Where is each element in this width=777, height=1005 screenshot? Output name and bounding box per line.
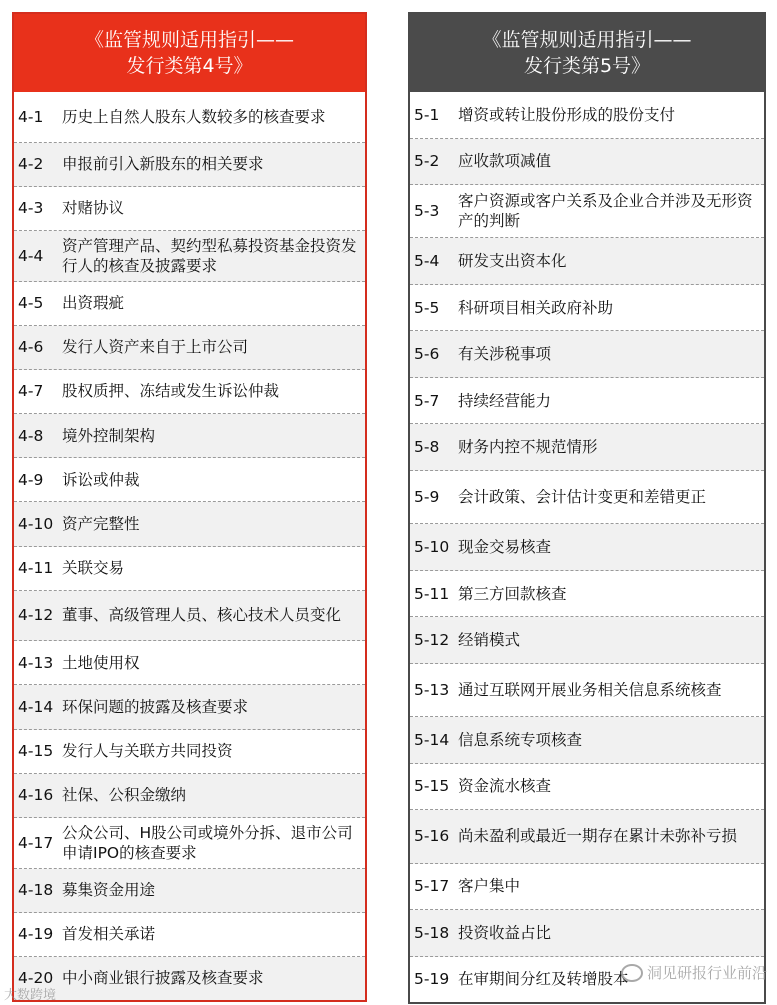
left-list-item (14, 370, 365, 414)
item-text: 环保问题的披露及核查要求 (62, 698, 249, 717)
watermark-right-text: 洞见研报行业前沿 (646, 964, 767, 982)
item-number: 4-1 (18, 107, 44, 126)
item-number: 5-3 (414, 202, 440, 221)
right-list-item (410, 238, 764, 285)
watermark-left: 大数跨境 (4, 988, 57, 1003)
item-number: 4-11 (18, 559, 54, 578)
left-list-item (14, 414, 365, 458)
item-text: 在审期间分红及转增股本 (458, 970, 629, 989)
item-number: 4-5 (18, 294, 44, 313)
left-list-item (14, 818, 365, 869)
left-list-item (14, 143, 365, 187)
item-text: 资产完整性 (62, 514, 140, 533)
item-number: 4-7 (18, 382, 44, 401)
item-text: 股权质押、冻结或发生诉讼仲裁 (62, 382, 280, 401)
right-list-item (410, 424, 764, 471)
item-number: 5-14 (414, 730, 450, 749)
right-panel-header (410, 14, 764, 92)
item-number: 5-7 (414, 391, 440, 410)
watermark-right (621, 962, 767, 983)
item-number: 4-13 (18, 653, 54, 672)
left-list-item (14, 458, 365, 502)
right-panel (408, 12, 766, 1004)
left-list-item (14, 774, 365, 818)
item-text: 客户集中 (458, 877, 521, 896)
item-number: 4-18 (18, 881, 54, 900)
item-number: 5-17 (414, 877, 450, 896)
item-number: 5-16 (414, 827, 450, 846)
item-text: 中小商业银行披露及核查要求 (62, 969, 264, 988)
right-list-item (410, 139, 764, 186)
item-text: 土地使用权 (62, 653, 140, 672)
item-number: 5-10 (414, 538, 450, 557)
item-number: 5-5 (414, 298, 440, 317)
item-text: 募集资金用途 (62, 881, 156, 900)
item-text: 诉讼或仲裁 (62, 470, 140, 489)
right-list-item (410, 92, 764, 139)
left-list-item (14, 913, 365, 957)
right-list-item (410, 524, 764, 571)
item-number: 5-9 (414, 488, 440, 507)
item-text: 董事、高级管理人员、核心技术人员变化 (62, 606, 342, 625)
right-list-item (410, 185, 764, 238)
left-list-item (14, 502, 365, 546)
item-text: 对赌协议 (62, 199, 125, 218)
item-text: 历史上自然人股东人数较多的核查要求 (62, 107, 326, 126)
item-number: 5-6 (414, 345, 440, 364)
item-number: 4-6 (18, 338, 44, 357)
left-list-item (14, 957, 365, 1000)
left-list-item (14, 231, 365, 282)
item-text: 社保、公积金缴纳 (62, 786, 187, 805)
item-text: 首发相关承诺 (62, 925, 156, 944)
item-text: 发行人与关联方共同投资 (62, 742, 233, 761)
item-text: 现金交易核查 (458, 538, 552, 557)
right-list-item (410, 378, 764, 425)
item-text: 发行人资产来自于上市公司 (62, 338, 249, 357)
right-list-item (410, 717, 764, 764)
item-text: 资金流水核查 (458, 777, 552, 796)
item-text: 研发支出资本化 (458, 252, 567, 271)
item-number: 4-19 (18, 925, 54, 944)
item-text: 客户资源或客户关系及企业合并涉及无形资产的判断 (458, 192, 753, 231)
item-text: 增资或转让股份形成的股份支付 (458, 105, 676, 124)
right-list-item (410, 764, 764, 811)
item-number: 4-17 (18, 833, 54, 852)
item-number: 5-1 (414, 105, 440, 124)
wechat-icon (621, 964, 643, 982)
right-title-line2: 发行类第5号》 (523, 55, 651, 77)
left-panel-header (14, 14, 365, 92)
item-text: 出资瑕疵 (62, 294, 125, 313)
item-text: 关联交易 (62, 559, 125, 578)
item-text: 投资收益占比 (458, 923, 552, 942)
item-text: 经销模式 (458, 631, 521, 650)
item-text: 公众公司、H股公司或境外分拆、退市公司申请IPO的核查要求 (62, 823, 353, 862)
item-number: 4-10 (18, 514, 54, 533)
item-text: 科研项目相关政府补助 (458, 298, 614, 317)
left-list-item (14, 547, 365, 591)
left-list-item (14, 730, 365, 774)
right-item-list (410, 92, 764, 1002)
item-number: 4-9 (18, 470, 44, 489)
item-number: 5-13 (414, 681, 450, 700)
left-list-item (14, 326, 365, 370)
item-number: 5-2 (414, 152, 440, 171)
item-number: 4-14 (18, 698, 54, 717)
right-list-item (410, 471, 764, 524)
item-number: 4-16 (18, 786, 54, 805)
item-text: 境外控制架构 (62, 426, 156, 445)
right-list-item (410, 810, 764, 863)
left-list-item (14, 282, 365, 326)
item-text: 第三方回款核查 (458, 584, 567, 603)
item-number: 4-2 (18, 155, 44, 174)
left-list-item (14, 685, 365, 729)
item-text: 资产管理产品、契约型私募投资基金投资发行人的核查及披露要求 (62, 236, 357, 275)
left-list-item (14, 591, 365, 642)
right-list-item (410, 331, 764, 378)
item-number: 5-4 (414, 252, 440, 271)
item-text: 有关涉税事项 (458, 345, 552, 364)
right-list-item (410, 864, 764, 911)
left-list-item (14, 641, 365, 685)
item-number: 5-8 (414, 438, 440, 457)
left-title-line2: 发行类第4号》 (126, 55, 253, 77)
item-text: 申报前引入新股东的相关要求 (62, 155, 264, 174)
item-number: 5-15 (414, 777, 450, 796)
right-list-item (410, 664, 764, 717)
left-list-item (14, 869, 365, 913)
item-number: 4-8 (18, 426, 44, 445)
item-text: 尚未盈利或最近一期存在累计未弥补亏损 (458, 827, 738, 846)
item-text: 会计政策、会计估计变更和差错更正 (458, 488, 707, 507)
left-list-item (14, 187, 365, 231)
left-panel (12, 12, 367, 1002)
item-number: 5-18 (414, 923, 450, 942)
item-number: 4-15 (18, 742, 54, 761)
right-list-item (410, 571, 764, 618)
right-title-line1: 《监管规则适用指引—— (482, 29, 692, 51)
right-list-item (410, 910, 764, 957)
item-text: 持续经营能力 (458, 391, 552, 410)
item-text: 财务内控不规范情形 (458, 438, 598, 457)
item-text: 通过互联网开展业务相关信息系统核查 (458, 681, 722, 700)
item-number: 4-12 (18, 606, 54, 625)
item-text: 应收款项减值 (458, 152, 552, 171)
left-title-line1: 《监管规则适用指引—— (84, 29, 294, 51)
left-list-item (14, 92, 365, 143)
item-number: 5-12 (414, 631, 450, 650)
right-list-item (410, 285, 764, 332)
left-item-list (14, 92, 365, 1000)
item-number: 4-4 (18, 246, 44, 265)
right-list-item (410, 617, 764, 664)
item-number: 4-20 (18, 969, 54, 988)
item-number: 4-3 (18, 199, 44, 218)
item-number: 5-11 (414, 584, 450, 603)
item-number: 5-19 (414, 970, 450, 989)
item-text: 信息系统专项核查 (458, 730, 583, 749)
